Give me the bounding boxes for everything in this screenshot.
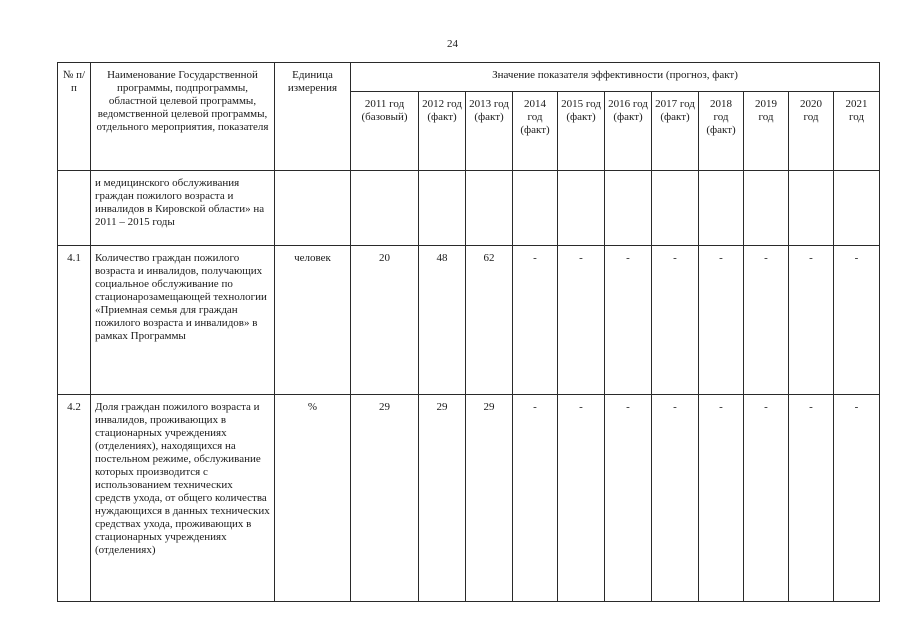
header-values-group: Значение показателя эффективности (прогноз, факт) xyxy=(351,63,880,92)
row-value: - xyxy=(834,395,880,602)
row-value xyxy=(513,171,558,246)
row-value: - xyxy=(699,246,744,395)
row-value xyxy=(789,171,834,246)
table-row xyxy=(58,395,880,602)
row-num: 4.1 xyxy=(58,246,91,395)
row-value: 48 xyxy=(419,246,466,395)
header-year-2014: 2014 год (факт) xyxy=(513,92,558,171)
row-unit xyxy=(275,171,351,246)
row-value: - xyxy=(789,246,834,395)
row-value: - xyxy=(513,395,558,602)
row-value: - xyxy=(789,395,834,602)
page-number: 24 xyxy=(447,38,458,50)
row-value: - xyxy=(558,246,605,395)
row-value xyxy=(558,171,605,246)
row-value xyxy=(699,171,744,246)
row-value: - xyxy=(605,395,652,602)
row-num xyxy=(58,171,91,246)
row-value: - xyxy=(834,246,880,395)
row-value: - xyxy=(744,246,789,395)
row-value xyxy=(652,171,699,246)
header-year-2016: 2016 год (факт) xyxy=(605,92,652,171)
row-value: 62 xyxy=(466,246,513,395)
header-unit: Единица измерения xyxy=(275,63,351,171)
header-year-2012: 2012 год (факт) xyxy=(419,92,466,171)
row-value: - xyxy=(699,395,744,602)
header-num: № п/п xyxy=(58,63,91,171)
table-row xyxy=(58,171,880,246)
row-value: - xyxy=(558,395,605,602)
row-value xyxy=(834,171,880,246)
header-year-2021: 2021 год xyxy=(834,92,880,171)
header-year-2018: 2018 год (факт) xyxy=(699,92,744,171)
row-name: Доля граждан пожилого возраста и инвалидов, проживающих в стационарных учреждениях (отделениях), находящихся на постельном режиме, обслуживание которых производится с использованием технических средств ухода, от общего количества нуждающихся в данных технических средствах ухода, проживающих в стационарных учреждениях (отделениях) xyxy=(91,395,275,602)
header-year-2017: 2017 год (факт) xyxy=(652,92,699,171)
row-value xyxy=(744,171,789,246)
row-value xyxy=(351,171,419,246)
row-value xyxy=(419,171,466,246)
header-row-top xyxy=(58,63,880,92)
row-num: 4.2 xyxy=(58,395,91,602)
row-value: - xyxy=(744,395,789,602)
row-value: 29 xyxy=(419,395,466,602)
row-value: 29 xyxy=(351,395,419,602)
row-name: и медицинского обслуживания граждан пожилого возраста и инвалидов в Кировской области» на 2011 – 2015 годы xyxy=(91,171,275,246)
table-row xyxy=(58,246,880,395)
row-unit: % xyxy=(275,395,351,602)
row-value xyxy=(605,171,652,246)
row-value: 29 xyxy=(466,395,513,602)
header-year-2020: 2020 год xyxy=(789,92,834,171)
row-name: Количество граждан пожилого возраста и инвалидов, получающих социальное обслуживание по стационарозамещающей технологии «Приемная семья для граждан пожилого возраста и инвалидов» в рамках Программы xyxy=(91,246,275,395)
row-value: - xyxy=(652,246,699,395)
header-name: Наименование Государственной программы, подпрограммы, областной целевой программы, ведомственной целевой программы, отдельного мероприятия, показателя xyxy=(91,63,275,171)
indicator-table xyxy=(57,62,880,602)
row-value: - xyxy=(652,395,699,602)
row-value xyxy=(466,171,513,246)
row-value: - xyxy=(605,246,652,395)
row-value: - xyxy=(513,246,558,395)
header-year-2013: 2013 год (факт) xyxy=(466,92,513,171)
header-year-2011: 2011 год (базовый) xyxy=(351,92,419,171)
header-year-2015: 2015 год (факт) xyxy=(558,92,605,171)
row-unit: человек xyxy=(275,246,351,395)
header-year-2019: 2019 год xyxy=(744,92,789,171)
row-value: 20 xyxy=(351,246,419,395)
